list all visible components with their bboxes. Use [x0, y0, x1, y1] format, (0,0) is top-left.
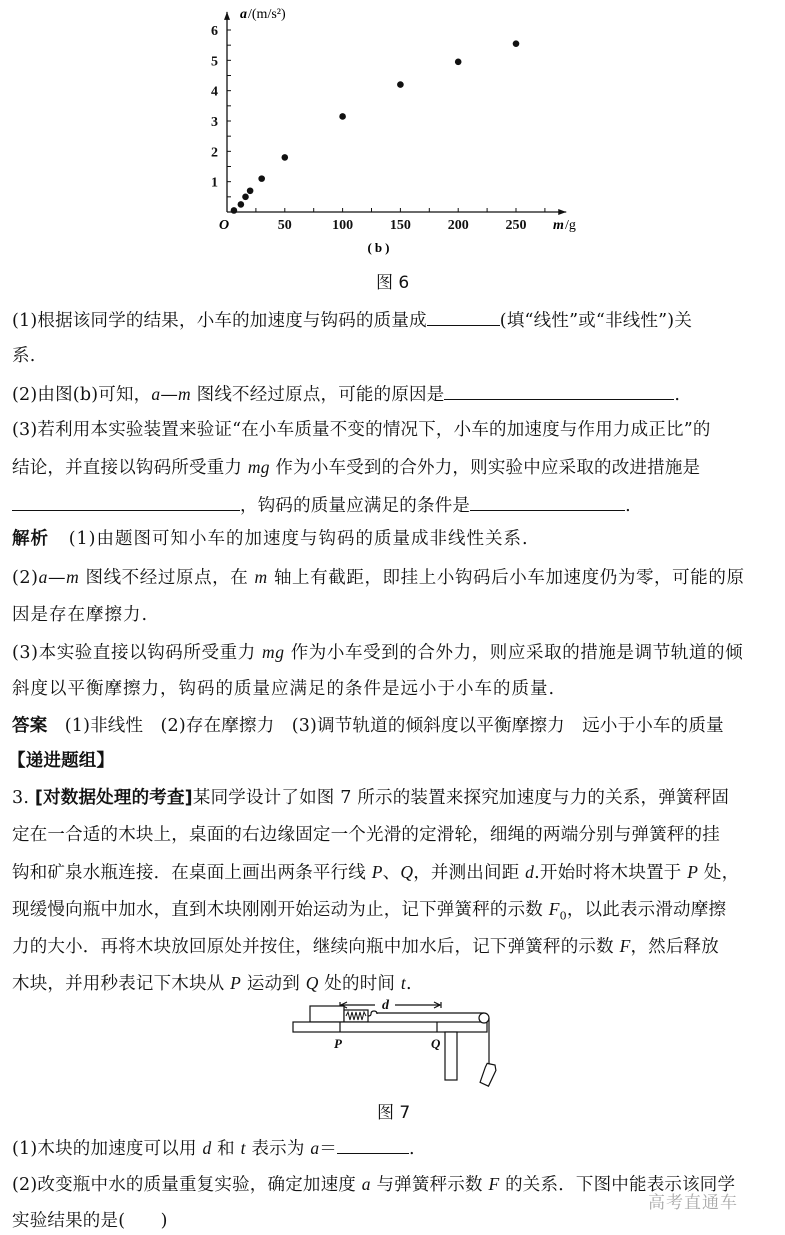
y-tick-label: 6: [211, 24, 218, 39]
q2-text-a: (2)由图(b)可知，: [12, 385, 152, 405]
answer-4: 远小于小车的质量: [582, 716, 724, 736]
answer-3: (3)调节轨道的倾斜度以平衡摩擦力: [291, 716, 565, 736]
answer-1: (1)非线性: [64, 716, 144, 736]
data-point: [247, 187, 254, 194]
problem3-var-P2: P: [687, 862, 699, 882]
sub1-text-b: 和: [211, 1139, 241, 1159]
y-tick-label: 2: [211, 145, 218, 161]
q3-text-l3b: .: [625, 496, 631, 516]
figure6-chart: [200, 0, 580, 265]
problem3-var-Q: Q: [400, 862, 414, 882]
distance-d-arrow: [340, 1002, 441, 1008]
problem3-text-l6a: 木块，并用秒表记下木块从: [12, 974, 231, 994]
problem3-var-F0-sub: 0: [559, 909, 567, 923]
sub2-text-l2: 实验结果的是( ): [12, 1211, 168, 1231]
sub1-var-a: a: [310, 1138, 320, 1158]
y-tick-label: 1: [211, 175, 218, 191]
sub1-text-c: 表示为: [245, 1139, 311, 1159]
figure7-diagram: [285, 996, 510, 1088]
problem3-text-l3c: ，并测出间距: [413, 863, 526, 883]
analysis-line3: [12, 603, 148, 627]
answer-2: (2)存在摩擦力: [160, 716, 275, 736]
data-point: [231, 207, 238, 214]
problem3-text-l5a: 力的大小．再将木块放回原处并按住，继续向瓶中加水后，记下弹簧秤的示数: [12, 937, 620, 957]
x-axis-label-unit: /g: [565, 218, 576, 233]
analysis-line2: [12, 565, 745, 590]
y-tick-label: 3: [211, 115, 218, 130]
question-2: [12, 381, 680, 407]
problem3-text-l3d: .开始时将木块置于: [534, 863, 688, 883]
q1-blank[interactable]: [427, 307, 500, 326]
sub-question-2-line1: [12, 1172, 735, 1197]
problem3-var-Q2: Q: [305, 973, 319, 993]
y-axis-label-unit: /(m/s²): [248, 7, 286, 22]
sub2-text-b: 与弹簧秤示数: [370, 1175, 489, 1195]
data-point: [339, 113, 346, 120]
problem3-line2: [12, 823, 720, 847]
sub2-text-c: 的关系．下图中能表示该同学: [499, 1175, 736, 1195]
analysis-var-a: a: [38, 567, 48, 587]
sub1-end: .: [409, 1139, 415, 1159]
problem3-var-F0: F: [548, 899, 560, 919]
sub1-text-a: (1)木块的加速度可以用: [12, 1139, 203, 1159]
analysis-var-m: m: [66, 567, 80, 587]
problem3-text-l3b: 、: [382, 863, 401, 883]
analysis-dash: —: [47, 568, 67, 588]
q1-text-c: 系.: [12, 346, 36, 366]
sub2-var-a: a: [361, 1174, 371, 1194]
sub2-var-F: F: [488, 1174, 500, 1194]
problem3-text-l1: 某同学设计了如图 7 所示的装置来探究加速度与力的关系，弹簧秤固: [192, 788, 730, 808]
section-heading: 【递进题组】: [8, 751, 115, 771]
analysis-line5: [12, 677, 555, 701]
data-point: [282, 154, 289, 161]
answer-label: 答案: [12, 716, 48, 736]
sub1-var-t: t: [240, 1138, 246, 1158]
y-tick-label: 5: [211, 54, 218, 70]
data-point: [397, 81, 404, 88]
problem3-line3: [12, 860, 739, 885]
sub-question-2-line2: [12, 1209, 168, 1233]
pulley-icon: [479, 1013, 489, 1023]
hook-icon: [368, 1011, 377, 1016]
q3-text-l3a: ，钩码的质量应满足的条件是: [240, 496, 471, 516]
analysis-line4: [12, 640, 743, 665]
q3-blank-1[interactable]: [12, 492, 240, 511]
problem3-number: 3.: [12, 788, 30, 808]
d-label: d: [382, 998, 389, 1013]
q1-text-a: (1)根据该同学的结果，小车的加速度与钩码的质量成: [12, 311, 427, 331]
problem3-text-l3e: 处，: [698, 863, 740, 883]
answer-line: [12, 714, 724, 738]
q2-dash: —: [160, 385, 179, 405]
problem3-text-l6c: 处的时间: [318, 974, 401, 994]
x-tick-label: 50: [277, 218, 292, 233]
question-3-line2: [12, 455, 700, 480]
problem3-line4: [12, 897, 726, 929]
problem3-var-F: F: [619, 936, 631, 956]
x-tick-label: 150: [389, 218, 411, 233]
q2-blank[interactable]: [444, 381, 674, 400]
problem3-line5: [12, 934, 719, 959]
question-1-line1: [12, 307, 692, 333]
q3-text-l2a: 结论，并直接以钩码所受重力: [12, 458, 248, 478]
analysis-label: 解析: [12, 529, 49, 549]
x-axis-label-var: m: [553, 218, 564, 233]
analysis-p2-c: 轴上有截距，即挂上小钩码后小车加速度仍为零，可能的原: [267, 568, 745, 588]
q1-text-b: (填“线性”或“非线性”)关: [499, 311, 693, 331]
chart-ticks: [211, 24, 545, 233]
data-point: [242, 194, 249, 201]
problem3-text-l5b: ，然后释放: [630, 937, 719, 957]
question-3-line1: [12, 418, 711, 442]
problem3-text-l2: 定在一合适的木块上，桌面的右边缘固定一个光滑的定滑轮，细绳的两端分别与弹簧秤的挂: [12, 825, 720, 845]
question-1-line2: [12, 344, 35, 368]
bottle-icon: [480, 1063, 497, 1087]
chart-subtitle: (b): [367, 240, 393, 255]
q3-blank-2[interactable]: [470, 492, 625, 511]
y-tick-label: 4: [211, 84, 218, 100]
figure6-caption: 图 6: [376, 273, 410, 293]
problem3-tag: [对数据处理的考查]: [34, 788, 193, 808]
table-top: [293, 1022, 487, 1032]
analysis-p1: (1)由题图可知小车的加速度与钩码的质量成非线性关系.: [68, 529, 529, 549]
P-label: P: [334, 1036, 342, 1051]
q3-var-mg: mg: [247, 457, 270, 477]
problem3-var-d: d: [525, 862, 535, 882]
data-point: [455, 59, 462, 66]
question-3-line3: [12, 492, 631, 518]
q2-var-a: a: [151, 384, 161, 404]
y-axis-label-var: a: [240, 7, 247, 22]
q2-end: .: [674, 385, 681, 405]
data-point: [238, 201, 245, 208]
x-tick-label: 100: [332, 218, 354, 233]
problem3-line6: [12, 971, 412, 996]
analysis-var-m2: m: [254, 567, 268, 587]
problem3-var-P3: P: [230, 973, 242, 993]
problem3-text-l3a: 钩和矿泉水瓶连接．在桌面上画出两条平行线: [12, 863, 372, 883]
sub-question-1: [12, 1135, 415, 1161]
sub2-text-a: (2)改变瓶中水的质量重复实验，确定加速度: [12, 1175, 362, 1195]
table-leg: [445, 1032, 457, 1080]
q3-text-l2b: 作为小车受到的合外力，则实验中应采取的改进措施是: [269, 458, 701, 478]
x-tick-label: 200: [447, 218, 469, 233]
analysis-p2-num: (2): [12, 568, 39, 588]
analysis-p3b: 斜度以平衡摩擦力，钩码的质量应满足的条件是远小于小车的质量.: [12, 679, 556, 699]
problem3-line1: [12, 786, 729, 810]
problem3-text-l4b: ，以此表示滑动摩擦: [566, 900, 727, 920]
sub1-var-d: d: [202, 1138, 212, 1158]
analysis-p2-b: 图线不经过原点，在: [79, 568, 255, 588]
analysis-p3-b: 作为小车受到的合外力，则应采取的措施是调节轨道的倾: [284, 643, 744, 663]
figure7-caption: 图 7: [377, 1103, 411, 1123]
q3-text-l1: (3)若利用本实验装置来验证“在小车质量不变的情况下，小车的加速度与作用力成正比”的: [12, 420, 711, 440]
problem3-var-P: P: [371, 862, 383, 882]
q2-text-b: 图线不经过原点，可能的原因是: [190, 385, 445, 405]
x-axis-arrow: [558, 209, 566, 215]
sub1-blank[interactable]: [337, 1135, 409, 1154]
problem3-var-t: t: [400, 973, 406, 993]
watermark: 高考直通车: [648, 1193, 738, 1213]
data-point: [513, 40, 520, 47]
origin-label: O: [219, 218, 230, 233]
analysis-line1: [12, 527, 529, 551]
analysis-p2b: 因是存在摩擦力.: [12, 605, 149, 625]
data-point: [258, 175, 265, 182]
x-tick-label: 250: [505, 218, 527, 233]
chart-points: [231, 40, 520, 213]
q2-var-m: m: [178, 384, 191, 404]
analysis-var-mg: mg: [261, 642, 285, 662]
problem3-text-l4a: 现缓慢向瓶中加水，直到木块刚刚开始运动为止，记下弹簧秤的示数: [12, 900, 549, 920]
sub1-equals: ＝: [319, 1139, 337, 1159]
wooden-block: [310, 1006, 344, 1022]
analysis-p3-a: (3)本实验直接以钩码所受重力: [12, 643, 262, 663]
problem3-text-l6b: 运动到: [241, 974, 306, 994]
y-axis-arrow: [224, 12, 230, 20]
problem3-text-l6d: .: [405, 974, 412, 994]
Q-label: Q: [431, 1036, 441, 1051]
